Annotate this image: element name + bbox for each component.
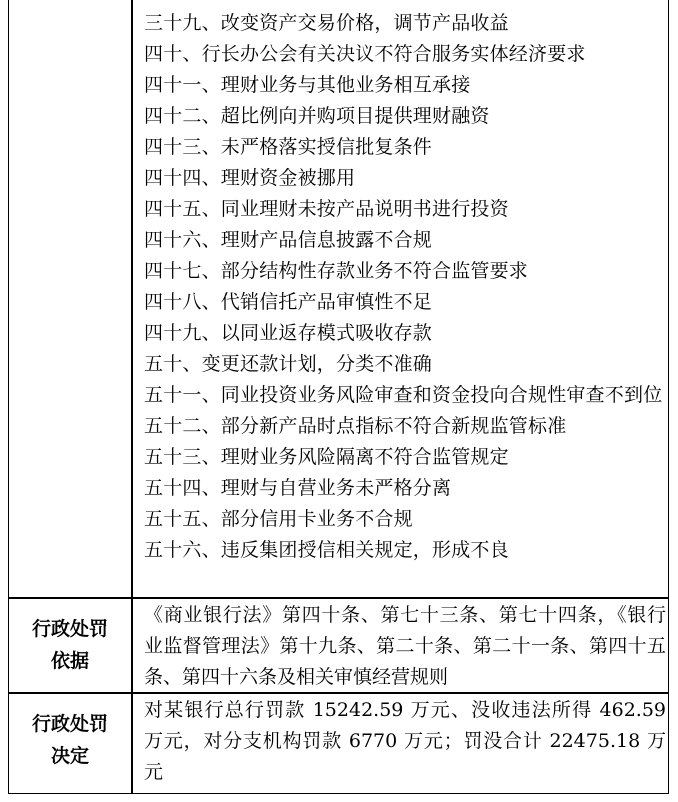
decision-label: [9, 708, 131, 772]
violation-item: 五十三、理财业务风险隔离不符合监管规定: [144, 446, 509, 468]
violation-item: 四十五、同业理财未按产品说明书进行投资: [144, 198, 509, 220]
violation-item: 三十九、改变资产交易价格，调节产品收益: [144, 12, 509, 34]
violation-item: 四十一、理财业务与其他业务相互承接: [144, 74, 471, 96]
violation-item: 四十九、以同业返存模式吸收存款: [144, 322, 433, 344]
violation-item: 五十四、理财与自营业务未严格分离: [144, 477, 452, 499]
violation-item: 五十二、部分新产品时点指标不符合新规监管标准: [144, 415, 567, 437]
column-divider: [131, 0, 133, 793]
decision-label-line-2: 决定: [50, 745, 89, 767]
violation-item: 五十、变更还款计划，分类不准确: [144, 353, 433, 375]
violation-item: 四十、行长办公会有关决议不符合服务实体经济要求: [144, 43, 586, 65]
violation-item: 五十六、违反集团授信相关规定，形成不良: [144, 539, 509, 561]
violation-item: 四十二、超比例向并购项目提供理财融资: [144, 105, 490, 127]
violation-list: [144, 8, 666, 566]
violation-item: 四十六、理财产品信息披露不合规: [144, 229, 433, 251]
violation-item: 五十五、部分信用卡业务不合规: [144, 508, 413, 530]
decision-text: 对某银行总行罚款 15242.59 万元、没收违法所得 462.59 万元，对分支机构罚款 6770 万元；罚没合计 22475.18 万元: [144, 699, 666, 783]
basis-label-line-1: 行政处罚: [31, 618, 108, 640]
violation-item: 四十三、未严格落实授信批复条件: [144, 136, 433, 158]
basis-label-line-2: 依据: [50, 650, 89, 672]
penalty-table: [8, 0, 669, 794]
basis-text: 《商业银行法》第四十条、第七十三条、第七十四条，《银行业监督管理法》第十九条、第二十条、第二十一条、第四十五条、第四十六条及相关审慎经营规则: [144, 604, 666, 688]
violation-item: 四十七、部分结构性存款业务不符合监管要求: [144, 260, 529, 282]
violation-item: 五十一、同业投资业务风险审查和资金投向合规性审查不到位: [144, 384, 663, 406]
violation-item: 四十八、代销信托产品审慎性不足: [144, 291, 433, 313]
basis-label: [9, 613, 131, 677]
violation-item: 四十四、理财资金被挪用: [144, 167, 356, 189]
decision-label-line-1: 行政处罚: [31, 713, 108, 735]
